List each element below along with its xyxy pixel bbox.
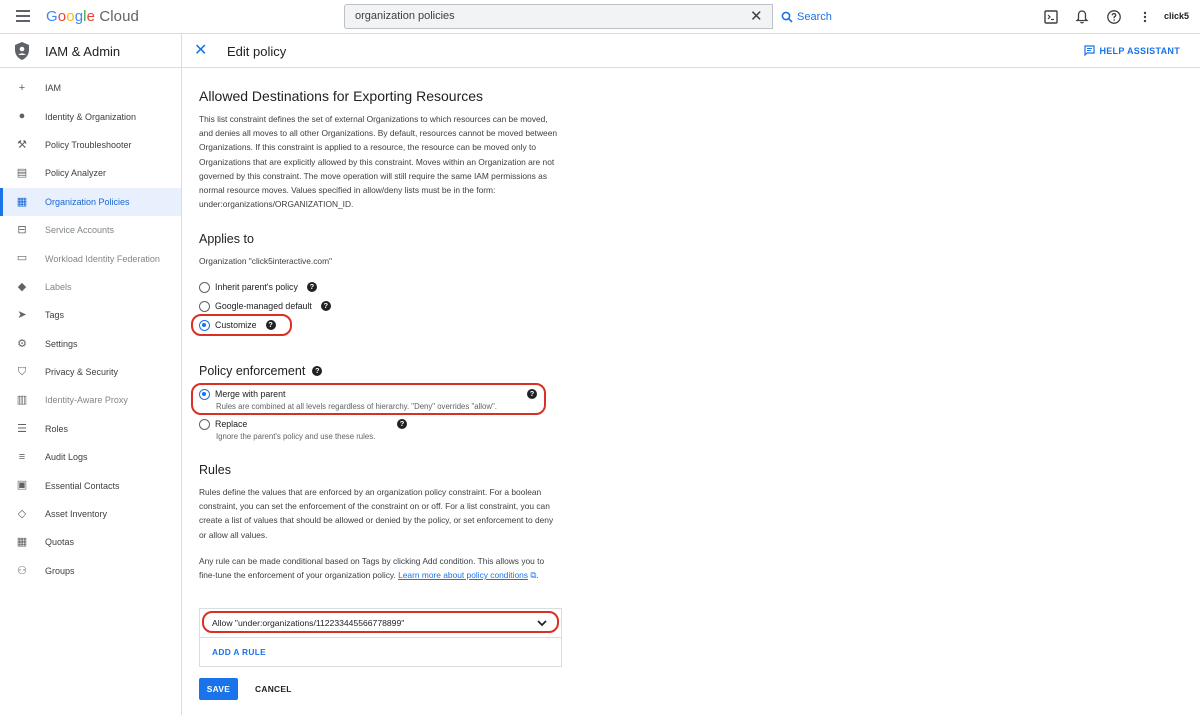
sidebar-item-label: Settings (45, 338, 78, 349)
list-lines-icon: ≡ (18, 451, 26, 464)
sidebar-item-label: Groups (45, 565, 75, 576)
sidebar-item-identity-aware-proxy[interactable] (0, 386, 181, 414)
groups-icon: ⚇ (17, 564, 27, 577)
sidebar-item-label: Organization Policies (45, 196, 130, 207)
label-icon: ◆ (17, 280, 27, 293)
top-bar (0, 0, 1200, 34)
sidebar-item-label: Labels (45, 281, 72, 292)
quota-grid-icon: ▦ (16, 536, 28, 549)
help-question-icon[interactable]: ? (527, 389, 537, 399)
document-search-icon: ▤ (16, 167, 28, 180)
sidebar-item-label: Roles (45, 423, 69, 434)
sidebar-item-organization-policies[interactable] (0, 188, 181, 216)
sidebar-item-workload-identity-federation[interactable] (0, 244, 181, 272)
cloud-shell-icon[interactable] (1043, 9, 1059, 25)
rules-heading: Rules (199, 463, 231, 477)
add-rule-button[interactable]: ADD A RULE (212, 647, 267, 657)
radio-button[interactable] (199, 419, 210, 430)
shield-icon: ⛉ (17, 365, 27, 378)
sidebar-item-privacy-security[interactable] (0, 358, 181, 386)
contact-card-icon: ▣ (16, 479, 28, 492)
sidebar-item-labels[interactable] (0, 273, 181, 301)
sidebar-item-label: Privacy & Security (45, 367, 119, 378)
notifications-bell-icon[interactable] (1074, 9, 1090, 25)
sidebar-item-label: Essential Contacts (45, 480, 120, 491)
person-add-icon: + (18, 82, 26, 94)
replace-hint: Ignore the parent's policy and use these rules. (216, 432, 376, 441)
more-options-icon[interactable] (1137, 9, 1153, 25)
sidebar-item-iam[interactable] (0, 74, 181, 102)
search-input[interactable]: organization policies (355, 10, 455, 22)
sidebar-item-label: Quotas (45, 537, 75, 548)
help-question-icon[interactable]: ? (307, 282, 317, 292)
sidebar-item-label: Tags (45, 310, 65, 321)
sidebar-item-groups[interactable] (0, 557, 181, 585)
cancel-button[interactable]: CANCEL (255, 684, 292, 694)
roles-icon: ☰ (17, 422, 27, 435)
help-question-icon[interactable]: ? (266, 320, 276, 330)
close-icon[interactable]: ✕ (194, 42, 208, 59)
main-menu-icon[interactable] (16, 10, 30, 22)
diamond-icon: ◇ (17, 507, 27, 520)
search-icon (781, 11, 793, 23)
sidebar-item-service-accounts[interactable] (0, 216, 181, 244)
sidebar-item-policy-analyzer[interactable] (0, 159, 181, 187)
search-button-label: Search (797, 10, 832, 23)
sidebar-nav (0, 74, 181, 585)
tag-chevron-icon: ➤ (17, 309, 27, 322)
help-icon[interactable] (1106, 9, 1122, 25)
service-account-icon: ⊟ (17, 223, 27, 236)
sidebar-item-label: Audit Logs (45, 452, 88, 463)
learn-more-link[interactable]: Learn more about policy conditions (398, 570, 528, 581)
radio-label: Inherit parent's policy (215, 282, 298, 292)
sidebar-item-label: IAM (45, 83, 62, 94)
help-question-icon[interactable]: ? (312, 366, 322, 376)
sidebar-item-label: Policy Troubleshooter (45, 139, 132, 150)
sidebar-item-roles[interactable] (0, 415, 181, 443)
policy-enforcement-heading-text: Policy enforcement (199, 364, 306, 378)
sidebar-item-label: Workload Identity Federation (45, 253, 160, 264)
radio-button[interactable] (199, 282, 210, 293)
page-header (182, 34, 1200, 68)
sidebar-title: IAM & Admin (45, 44, 121, 59)
help-question-icon[interactable]: ? (321, 301, 331, 311)
account-label[interactable]: click5 (1164, 11, 1190, 21)
rules-description: Rules define the values that are enforced by an organization policy constraint. For a boolean constraint, you can set the enforcement of the constraint on or off. For a list constraint, you can create a list of values that should be allowed or denied by the policy, or set enforcement to deny or allow all values. (199, 487, 554, 540)
policy-description: This list constraint defines the set of external Organizations to which resources can be moved, and denies all moves to all other Organizations. By default, resources cannot be moved between Organizations. If this constraint is applied to a resource, the resource can be moved only to Organizations that are explicitly allowed by this constraint. Moves within an Organization are not governed by this constraint. The move operation will still require the same IAM permissions as normal resource moves. Values specified in allow/deny lists must be in the form: under:organizations/ORGANIZATION_ID. (199, 114, 558, 210)
policy-enforcement-heading (199, 364, 322, 378)
radio-replace[interactable] (199, 416, 247, 432)
applies-to-heading: Applies to (199, 232, 254, 246)
sidebar-item-identity-organization[interactable] (0, 102, 181, 130)
radio-label: Customize (215, 320, 257, 330)
iam-shield-icon (13, 41, 31, 61)
wrench-icon: ⚒ (17, 138, 27, 151)
sidebar-item-label: Identity & Organization (45, 111, 137, 122)
help-question-icon[interactable]: ? (397, 419, 407, 429)
external-link-icon[interactable]: ⧉ (530, 570, 537, 581)
google-cloud-logo[interactable]: Google Cloud (46, 8, 140, 25)
sidebar-item-label: Policy Analyzer (45, 168, 107, 179)
highlight-annotation (191, 383, 546, 415)
chat-assistant-icon (1084, 45, 1095, 56)
applies-to-organization: Organization "click5interactive.com" (199, 256, 333, 266)
search-button[interactable] (772, 4, 839, 29)
save-button[interactable]: SAVE (199, 678, 238, 700)
gear-icon: ⚙ (17, 337, 27, 350)
sidebar-item-asset-inventory[interactable] (0, 500, 181, 528)
rules-conditions-text: Any rule can be made conditional based on Tags by clicking Add condition. This allows you to fine-tune the enforcement of your organization policy. Learn more about policy conditions ⧉. (199, 556, 545, 581)
radio-label: Replace (215, 419, 248, 429)
policy-title: Allowed Destinations for Exporting Resources (199, 88, 484, 104)
sidebar-item-label: Identity-Aware Proxy (45, 395, 128, 406)
sidebar-item-label: Asset Inventory (45, 509, 108, 520)
sidebar-item-settings[interactable] (0, 330, 181, 358)
page-title: Edit policy (227, 44, 287, 59)
proxy-icon: ▥ (16, 394, 28, 407)
sidebar-item-policy-troubleshooter[interactable] (0, 131, 181, 159)
search-box (344, 4, 839, 29)
conditions-text: Any rule can be made conditional based on Tags by clicking Add condition. This allows you to fine-tune the enforcement of your organization policy. (199, 556, 545, 581)
highlight-annotation (202, 611, 559, 633)
sidebar (0, 34, 182, 715)
sidebar-item-tags[interactable] (0, 301, 181, 329)
id-card-icon: ▭ (16, 252, 28, 265)
help-assistant-button[interactable] (1084, 45, 1180, 56)
radio-google-managed-default[interactable] (199, 298, 331, 314)
radio-button[interactable] (199, 301, 210, 312)
merge-with-parent-hint: Rules are combined at all levels regardless of hierarchy. "Deny" overrides "allow". (216, 402, 497, 411)
radio-label: Merge with parent (215, 389, 286, 399)
radio-inherit-parent-policy[interactable] (199, 279, 317, 295)
account-circle-icon: ● (18, 110, 26, 123)
clear-search-icon[interactable]: ✕ (750, 8, 763, 25)
highlight-annotation (191, 314, 292, 336)
sidebar-item-essential-contacts[interactable] (0, 471, 181, 499)
help-assistant-label: HELP ASSISTANT (1099, 45, 1180, 56)
list-document-icon: ▦ (16, 195, 28, 208)
radio-label: Google-managed default (215, 301, 312, 311)
sidebar-item-quotas[interactable] (0, 528, 181, 556)
sidebar-item-audit-logs[interactable] (0, 443, 181, 471)
sidebar-item-label: Service Accounts (45, 225, 115, 236)
sidebar-header (0, 34, 181, 68)
rule-item-label: Allow "under:organizations/112233445566778899" (212, 618, 405, 628)
